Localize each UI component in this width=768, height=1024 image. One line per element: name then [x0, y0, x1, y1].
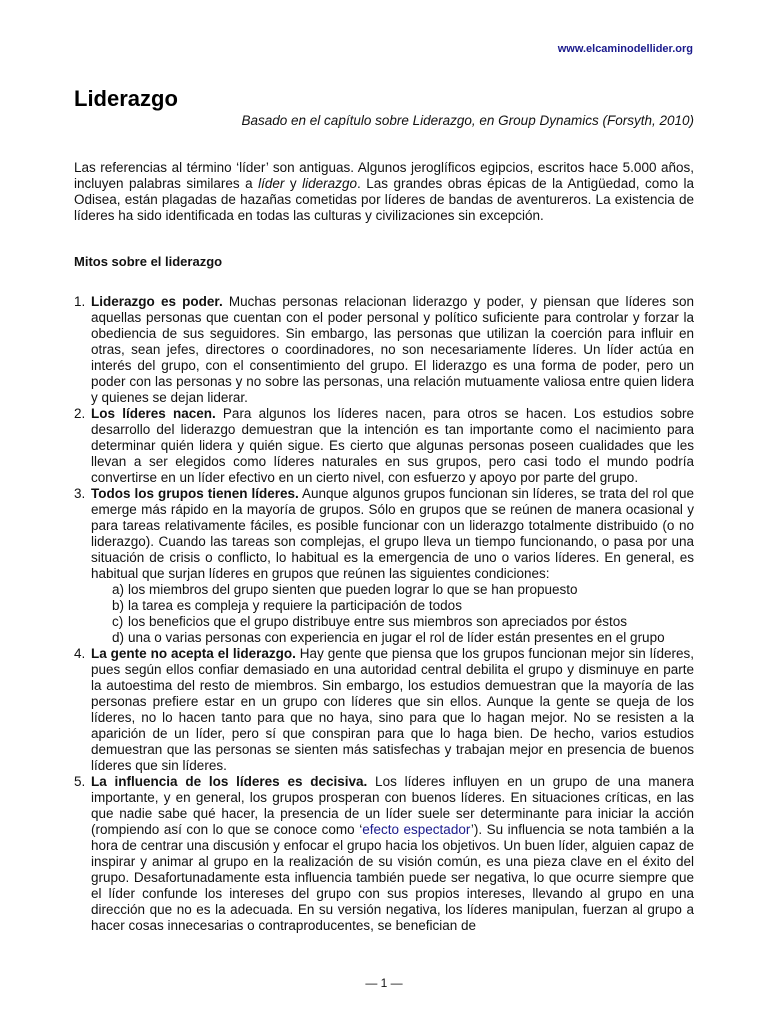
- condition-item-a: [112, 582, 694, 598]
- myth-item-3: [74, 486, 694, 646]
- condition-letter: d): [112, 630, 125, 645]
- myth-text: Los líderes influyen en un grupo de una manera importante, y en general, los grupos prosperan con buenos líderes. En situaciones críticas, en las que nadie sabe qué hacer, la presencia de un líder suele ser determinante para iniciar la acción (rompiendo así con lo que se conoce como ‘: [91, 774, 694, 837]
- condition-letter: b): [112, 598, 125, 613]
- myth-title: Liderazgo es poder.: [91, 294, 223, 309]
- myth-text: Hay gente que piensa que los grupos funcionan mejor sin líderes, pues según ellos confiar demasiado en una autoridad central debilita el grupo y disminuye en parte la autoestima del resto de miembros. Sin embargo, los estudios demuestran que la mayoría de las personas prefiere estar en un grupo con líderes que sin ellos. Aunque la gente se queja de los líderes, no lo hacen tanto para que no haya, sino para que lo hagan mejor. No se resisten a la aparición de un líder, pero sí que conspiran para que lo haga bien. De hecho, varios estudios demuestran que las personas se sienten más satisfechas y trabajan mejor en presencia de buenos líderes que sin líderes.: [91, 646, 694, 773]
- condition-letter: c): [112, 614, 124, 629]
- myth-title: La influencia de los líderes es decisiva.: [91, 774, 368, 789]
- myth-number: 2.: [74, 406, 86, 421]
- condition-text: una o varias personas con experiencia en jugar el rol de líder están presentes en el grupo: [128, 630, 665, 645]
- condition-text: la tarea es compleja y requiere la participación de todos: [128, 598, 462, 613]
- myth-title: La gente no acepta el liderazgo.: [91, 646, 296, 661]
- myth-number: 4.: [74, 646, 86, 661]
- myth-number: 1.: [74, 294, 86, 309]
- myth-item-2: [74, 406, 694, 486]
- myth-number: 5.: [74, 774, 86, 789]
- myth-item-1: [74, 294, 694, 406]
- condition-letter: a): [112, 582, 125, 597]
- condition-text: los beneficios que el grupo distribuye entre sus miembros son apreciados por éstos: [128, 614, 628, 629]
- intro-paragraph: Las referencias al término ‘líder’ son antiguas. Algunos jeroglíficos egipcios, escritos hace 5.000 años, incluyen palabras similares a líder y liderazgo. Las grandes obras épicas de la Antigüedad, como la Odisea, están plagadas de hazañas cometidas por líderes de bandas de aventureros. La existencia de líderes ha sido identificada en todas las culturas y civilizaciones sin excepción.: [74, 160, 694, 223]
- myth-item-4: [74, 646, 694, 774]
- myth-title: Los líderes nacen.: [91, 406, 216, 421]
- myth-item-5: [74, 774, 694, 934]
- section-heading: Mitos sobre el liderazgo: [74, 254, 223, 269]
- page-title: Liderazgo: [74, 86, 178, 111]
- myth-text: Aunque algunos grupos funcionan sin líderes, se trata del rol que emerge más rápido en la mayoría de grupos. Sólo en grupos que se reúnen de manera ocasional y para tareas relativamente fáciles, es posible funcionar con un liderazgo totalmente distribuido (o no liderazgo). Cuando las tareas son complejas, el grupo lleva un tiempo funcionando, o pasa por una situación de crisis o conflicto, lo habitual es la emergencia de uno o varios líderes. En general, es habitual que surjan líderes en grupos que reúnen las siguientes condiciones:: [91, 486, 694, 581]
- condition-item-d: [112, 630, 694, 646]
- condition-item-b: [112, 598, 694, 614]
- document-body: [74, 160, 694, 934]
- condition-list: [91, 582, 694, 646]
- condition-item-c: [112, 614, 694, 630]
- site-link[interactable]: www.elcaminodellider.org: [557, 43, 693, 55]
- bystander-effect-link[interactable]: efecto espectador: [362, 822, 471, 837]
- myth-title: Todos los grupos tienen líderes.: [91, 486, 299, 501]
- subtitle: Basado en el capítulo sobre Liderazgo, en Group Dynamics (Forsyth, 2010): [241, 113, 694, 128]
- myth-text: Para algunos los líderes nacen, para otros se hacen. Los estudios sobre desarrollo del liderazgo demuestran que la intención es tan importante como el nacimiento para determinar quién lidera y quién sigue. Es cierto que algunas personas poseen cualidades que les llevan a ser elegidos como líderes naturales en sus grupos, pero casi todo el mundo podría convertirse en un líder efectivo en un cierto nivel, con esfuerzo y apoyo por parte del grupo.: [91, 406, 694, 485]
- myth-text: Muchas personas relacionan liderazgo y poder, y piensan que líderes son aquellas personas que cuentan con el poder personal y político suficiente para controlar y forzar la obediencia de sus seguidores. Sin embargo, las personas que utilizan la coerción para influir en otras, sean jefes, directores o coordinadores, no son necesariamente líderes. Un líder actúa en interés del grupo, con el consentimiento del grupo. El liderazgo es una forma de poder, pero un poder con las personas y no sobre las personas, una relación mutuamente valiosa entre quien lidera y quienes se dejan liderar.: [91, 294, 695, 405]
- myth-number: 3.: [74, 486, 86, 501]
- condition-text: los miembros del grupo sienten que pueden lograr lo que se han propuesto: [128, 582, 578, 597]
- myth-text-continued: ’). Su influencia se nota también a la hora de centrar una discusión y enfocar el grupo hacia los objetivos. Un buen líder, alguien capaz de inspirar y animar al grupo en la realización de su visión común, es una pieza clave en el éxito del grupo. Desafortunadamente esta influencia también puede ser negativa, lo que ocurre siempre que el líder confunde los intereses del grupo con sus propios intereses, llevando al grupo en una dirección que no es la adecuada. En su versión negativa, los líderes manipulan, fuerzan al grupo a hacer cosas innecesarias o contraproducentes, se benefician de: [91, 822, 694, 933]
- page-number: — 1 —: [365, 976, 403, 990]
- myth-list: [74, 294, 694, 934]
